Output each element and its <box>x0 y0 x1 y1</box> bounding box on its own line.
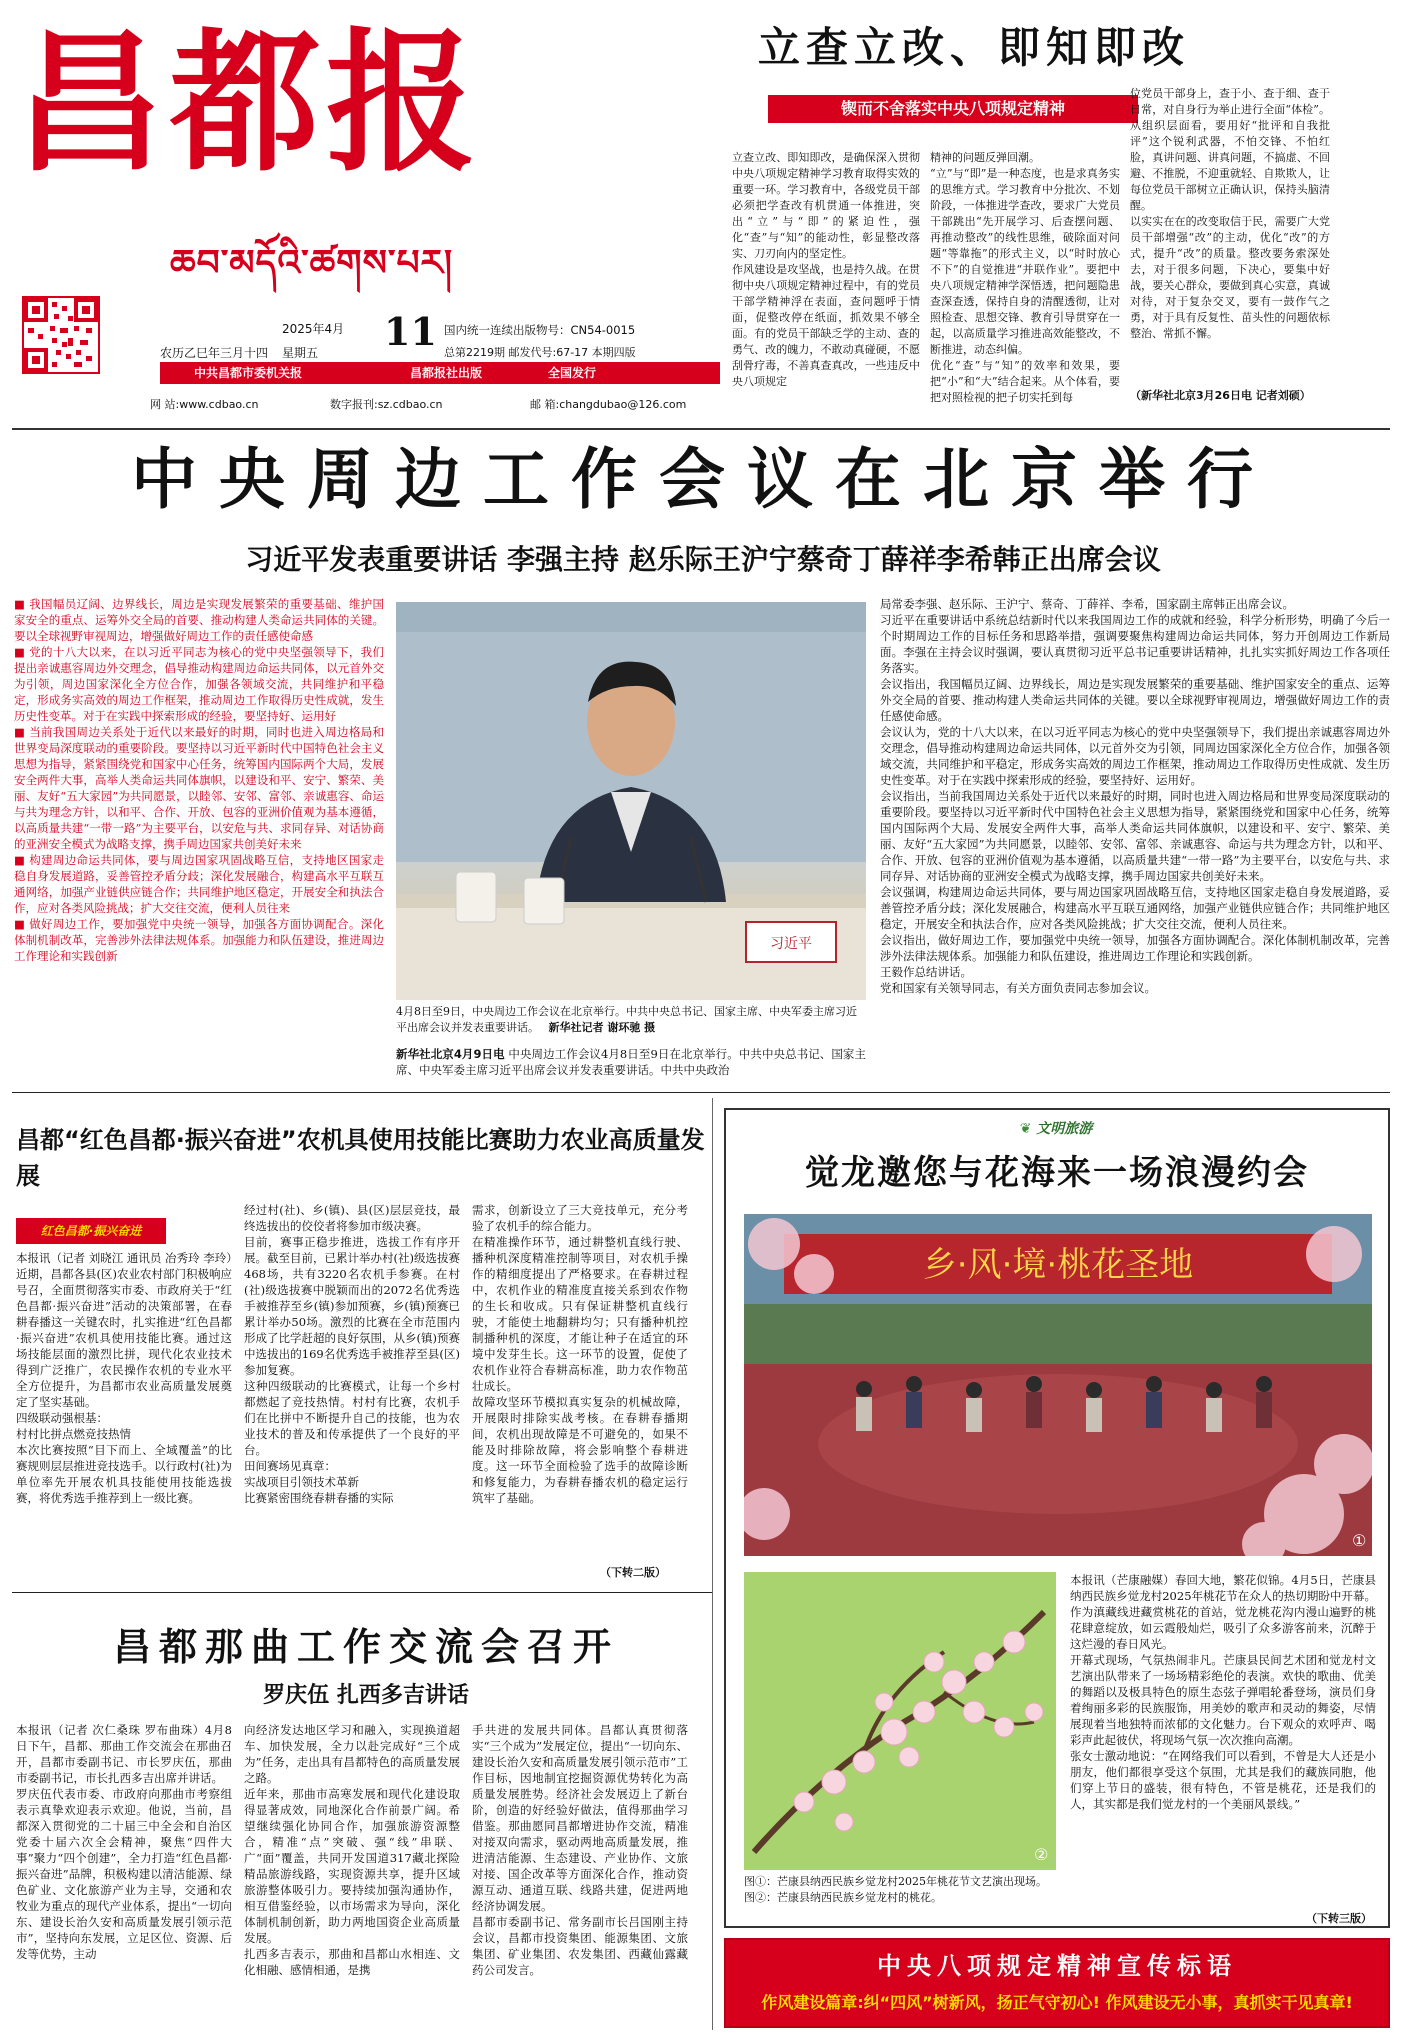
email-line: 邮 箱:changdubao@126.com <box>530 398 687 411</box>
lead-photo-credit: 新华社记者 谢环驰 摄 <box>548 1021 656 1034</box>
divider-vertical <box>712 1098 713 2030</box>
divider-mid <box>12 1092 1390 1093</box>
farm-col-1: 本报讯（记者 刘晓江 通讯员 冶秀玲 李玲）近期，昌都各县(区)农业农村部门积极响应号召，全面贯彻落实市委、市政府关于“红色昌都·振兴奋进”活动的决策部署，在春耕春播这一关键农时，扎实推进“红色昌都·振兴奋进”农机具使用技能比赛。通过这场技能层面的激烈比拼，现代化农业技术得到广泛推广，农民操作农机的专业水平全方位提升，为昌都市农业高质量发展奠定了坚实基础。 四级联动强根基： 村村比拼点燃竞技热情 本次比赛按照“目下而上、全域覆盖”的比赛规则层层推进竞技选手。以行政村(社)为单位率先开展农机具技能使用技能选拔赛，将优秀选手推荐到上一级比赛。 <box>16 1251 232 1505</box>
lead-headline: 中央周边工作会议在北京举行 <box>131 441 1275 518</box>
commentary-source: （新华社北京3月26日电 记者刘硕） <box>1130 389 1311 402</box>
nagqu-col-1: 本报讯（记者 次仁桑珠 罗布曲珠）4月8日下午，昌都、那曲工作交流会在那曲召开，昌都市委副书记、市长罗庆伍，那曲市委副书记，市长扎西多吉出席并讲话。 罗庆伍代表市委、市政府向那曲市考察组表示真挚欢迎表示欢迎。他说，当前，昌都深入贯彻党的二十届三中全会和自治区党委十届六次全会精神，聚焦“四件大事”聚力“四个创建”，全力打造“红色昌都·振兴奋进”品牌，积极构建以清洁能源、绿色矿业、文化旅游产业为主导，交通和农牧业为重点的现代产业体系，提出“一切向东、建设长治久安和高质量发展引领示范市”，坚持向东发展，立足区位、资源、后发等优势，主动 <box>16 1723 232 1961</box>
lead-photo-caption-text: 4月8日至9日，中央周边工作会议在北京举行。中共中央总书记、国家主席、中央军委主席习近平出席会议并发表重要讲话。 <box>396 1005 857 1034</box>
leaf-icon: ❦ <box>1019 1121 1037 1137</box>
publisher-3: 全国发行 <box>548 366 597 380</box>
lead-right-column: 局常委李强、赵乐际、王沪宁、蔡奇、丁薛祥、李希，国家副主席韩正出席会议。 习近平在重要讲话中系统总结新时代以来我国周边工作的成就和经验，科学分析形势，明确了今后一个时期周边工作的目标任务和思路举措，强调要聚焦构建周边命运共同体，努力开创周边工作新局面。李强在主持会议时强调，要认真贯彻习近平总书记重要讲话精神，扎扎实实抓好周边工作各项任务落实。 会议指出，我国幅员辽阔、边界线长，周边是实现发展繁荣的重要基础、维护国家安全的重点、运筹外交全局的首要、推动构建人类命运共同体的关键。要以全球视野审视周边，增强做好周边工作的责任感使命感。 会议认为，党的十八大以来，在以习近平同志为核心的党中央坚强领导下，我们提出亲诚惠容周边外交理念，倡导推动构建周边命运共同体，以元首外交为引领，同周边国家深化全方位合作，加强各领域交流，共同维护和平稳定，形成务实高效的周边工作框架，推动周边工作取得历史性成就、发生历史性变革。对于在实践中探索形成的经验，要坚持好、运用好。 会议指出，当前我国周边关系处于近代以来最好的时期，同时也进入周边格局和世界变局深度联动的重要阶段。要坚持以习近平新时代中国特色社会主义思想为指导，紧紧围绕党和国家中心任务，统筹国内国际两个大局、发展安全两件大事，高举人类命运共同体旗帜，以建设和平、安宁、繁荣、美丽、友好“五大家园”为共同愿景，以睦邻、安邻、富邻、亲诚惠容、命运与共为理念方针，以和平、合作、开放、包容的亚洲价值观为基本遵循，以高质量共建“一带一路”为主要平台，以安危与共、求同存异、对话协商的亚洲安全模式为战略支撑，携手周边国家共创美好未来。 会议强调，构建周边命运共同体，要与周边国家巩固战略互信，支持地区国家走稳自身发展道路，妥善管控矛盾分歧；深化发展融合，构建高水平互联互通网络，加强产业链供应链合作；共同维护地区稳定，开展安全和执法合作，应对各类风险挑战；扩大交往交流，便利人员往来。 会议指出，做好周边工作，要加强党中央统一领导，加强各方面协调配合。深化体制机制改革，完善涉外法律法规体系。加强能力和队伍建设，推进周边工作理论和实践创新。 王毅作总结讲话。 党和国家有关领导同志，有关方面负责同志参加会议。 <box>880 597 1390 995</box>
lead-middle-body: 中央周边工作会议4月8日至9日在北京举行。中共中央总书记、国家主席、中央军委主席习近平出席会议并发表重要讲话。中共中央政治 <box>396 1047 866 1077</box>
qr-code <box>22 296 100 374</box>
commentary-section <box>728 0 1402 425</box>
tourism-tag <box>976 1116 1136 1142</box>
commentary-kicker: 锲而不舍落实中央八项规定精神 <box>768 95 1138 123</box>
farm-col-3: 需求，创新设立了三大竞技单元，充分考验了农机手的综合能力。 在精准操作环节，通过耕整机直线行驶、播种机深度精准控制等项目，对农机手操作的精细度提出了严格要求。在春耕过程中，农机作业的精准度直接关系到农作物的生长和收成。只有保证耕整机直线行驶，才能使土地翻耕均匀；只有播种机控制播种机的深度，才能让种子在适宜的环境中发芽生长。这一环节的设置，促使了农机作业符合春耕高标准，助力农作物茁壮成长。 故障攻坚环节模拟真实复杂的机械故障，开展限时排除实战考核。在春耕春播期间，农机出现故障是不可避免的，如果不能及时排除故障，将会影响整个春耕进度。这一环节全面检验了选手的故障诊断和修复能力，为春耕春播农机的稳定运行筑牢了基础。 <box>472 1203 688 1505</box>
tourism-caption-2: 图②：芒康县纳西民族乡觉龙村的桃花。 <box>744 1891 942 1904</box>
publisher-bar <box>160 362 720 384</box>
festival-performance-photo <box>744 1214 1372 1556</box>
lead-point-2: ■ 党的十八大以来，在以习近平同志为核心的党中央坚强领导下，我们提出亲诚惠容周边外交理念，倡导推动构建周边命运共同体，以元首外交为引领，周边国家深化全方位合作，加强各领域交流，共同维护和平稳定，形成务实高效的周边工作框架，推动周边工作取得历史性成就，发生历史性变革。对于在实践中探索形成的经验，要坚持好、运用好 <box>14 644 384 724</box>
leader-speaking-photo <box>396 602 866 1000</box>
farm-headline: 昌都“红色昌都·振兴奋进”农机具使用技能比赛助力农业高质量发展 <box>16 1126 705 1190</box>
lead-photo <box>396 602 866 1000</box>
tourism-caption-1: 图①：芒康县纳西民族乡觉龙村2025年桃花节文艺演出现场。 <box>744 1875 1047 1888</box>
nagqu-col-2: 向经济发达地区学习和融入，实现换道超车、加快发展，全力以赴完成好“三个成为”任务，走出具有昌都特色的高质量发展之路。 近年来，那曲市高寒发展和现代化建设取得显著成效，同地深化合作前景广阔。希望继续强化协同合作，加强旅游资源整合，精准“点”突破、强“线”串联、广“面”覆盖，共同开发国道317藏北探险精品旅游线路，实现资源共享，提升区域旅游整体吸引力。要持续加强沟通协作，相互借鉴经验，以市场需求为导向，深化体制机制创新，助力两地国资企业高质量发展。 扎西多吉表示，那曲和昌都山水相连、文化相融、感情相通，是携 <box>244 1723 460 1977</box>
slogan-banner <box>724 1938 1390 2028</box>
publisher-2: 昌都报社出版 <box>410 366 483 380</box>
commentary-col-3: 位党员干部身上，查于小、查于细、查于日常，对自身行为举止进行全面“体检”。从组织层面看，要用好“批评和自我批评”这个锐利武器，不怕交锋、不怕红脸，真讲问题、讲真问题，不搞虚、不回避、不推脱，不迎重就轻、自欺欺人，让每位党员干部树立正确认识，保持头脑清醒。 以实实在在的改变取信于民，需要广大党员干部增强“改”的主动，优化“改”的方式，提升“改”的质量。整改要务索深处去，对于很多问题，下决心，要集中好战，要关心群众，要做到真心实意，真诚对待，对于复杂交叉，要有一鼓作气之勇，对于具有反复性、苗头性的问题依标整治、常抓不懈。 <box>1130 87 1330 340</box>
tourism-photo-2 <box>744 1572 1056 1870</box>
tourism-box <box>724 1108 1390 1928</box>
issue-weekday: 星期五 <box>282 346 319 360</box>
lead-subhead: 习近平发表重要讲话 李强主持 赵乐际王沪宁蔡奇丁薛祥李希韩正出席会议 <box>245 543 1161 576</box>
farm-col-2: 经过村(社)、乡(镇)、县(区)层层竞技，最终选拔出的佼佼者将参加市级决赛。 目前，赛事正稳步推进，选拔工作有序开展。截至目前，已累计举办村(社)级选拔赛468场，共有3220名农机手参赛。在村(社)级选拔赛中脱颖而出的2072名优秀选手被推荐至乡(镇)参加预赛，乡(镇)预赛已累计举办50场。激烈的比赛在全市范围内形成了比学赶超的良好氛围，从乡(镇)预赛中选拔出的169名优秀选手被推荐至县(区)参加复赛。 这种四级联动的比赛模式，让每一个乡村都燃起了竞技热情。村村有比赛，农机手们在比拼中不断提升自己的技能，也为农业技术的普及和传承提供了一个良好的平台。 田间赛场见真章： 实战项目引领技术革新 比赛紧密围绕春耕春播的实际 <box>244 1203 460 1505</box>
svg-text:习近平: 习近平 <box>770 936 812 952</box>
farm-continued: （下转二版） <box>600 1566 666 1579</box>
festival-banner-text: 乡·风·境·桃花圣地 <box>922 1245 1194 1285</box>
commentary-col-1: 立查立改、即知即改，是确保深入贯彻中央八项规定精神学习教育取得实效的重要一环。学习教育中，各级党员干部必须把学查改有机贯通一体推进，突出“立”与“即”的紧迫性，强化“查”与“知”的能动性，彰显整改落实、刀刃向内的坚定性。 作风建设是攻坚战，也是持久战。在贯彻中央八项规定精神过程中，有的党员干部学精神浮在表面，查问题呼于情面，促整改停在纸面，抓效果不够全面。有的党员干部缺乏学的主动、查的勇气、改的魄力，不敢动真碰硬，不愿刮骨疗毒，不善真查真改，一些违反中央八项规定 <box>732 151 920 388</box>
lead-point-1: ■ 我国幅员辽阔、边界线长，周边是实现发展繁荣的重要基础、维护国家安全的重点、运筹外交全局的首要、推动构建人类命运共同体的关键。要以全球视野审视周边，增强做好周边工作的责任感使命感 <box>14 596 384 644</box>
farm-tag: 红色昌都·振兴奋进 <box>16 1218 166 1244</box>
issue-date: 2025年4月 <box>282 322 345 336</box>
commentary-col-2: 精神的问题反弹回潮。 “立”与“即”是一种态度，也是求真务实的思维方式。学习教育中分批次、不划阶段，一体推进学查改，要求广大党员干部跳出“先开展学习、后查摆问题、再推动整改”的线性思维，破除面对问题“等靠拖”的形式主义，以“时时放心不下”的自觉推进“并联作业”。要把中央八项规定精神学深悟透，把问题隐患查深查透，保持自身的清醒透彻，让对照检查、思想交锋、教育引导贯穿在一起，以高质量学习推进高效能整改，不断推进，动态纠偏。 优化“查”与“知”的效率和效果，要把“小”和“大”结合起来。从个体看，要把对照检视的把子切实托到每 <box>930 151 1120 404</box>
lunar-date: 农历乙巳年三月十四 <box>160 346 269 360</box>
lead-photo-caption <box>396 1004 866 1036</box>
issue-number: 总第2219期 邮发代号:67-17 本期四版 <box>444 346 636 359</box>
tourism-caption <box>744 1874 1056 1906</box>
slogan-title: 中央八项规定精神宣传标语 <box>877 1952 1237 1980</box>
slogan-line: 作风建设篇章:纠“四风”树新风，扬正气守初心! 作风建设无小事，真抓实干见真章! <box>761 1993 1353 2012</box>
divider-farm <box>12 1592 712 1593</box>
masthead-title: 昌都报 <box>14 13 483 193</box>
publisher-1: 中共昌都市委机关报 <box>194 366 303 380</box>
nagqu-headline: 昌都那曲工作交流会召开 <box>112 1625 619 1669</box>
commentary-title: 立查立改、即知即改 <box>758 23 1191 72</box>
lead-point-5: ■ 做好周边工作，要加强党中央统一领导，加强各方面协调配合。深化体制机制改革，完善涉外法律法规体系。加强能力和队伍建设，推进周边工作理论和实践创新 <box>14 916 384 964</box>
nagqu-subhead: 罗庆伍 扎西多吉讲话 <box>263 1682 469 1708</box>
lead-dateline: 新华社北京4月9日电 <box>396 1047 505 1061</box>
issue-day: 11 <box>384 309 437 354</box>
website-line: 网 站:www.cdbao.cn <box>150 398 259 411</box>
tourism-text: 本报讯（芒康融媒）春回大地，繁花似锦。4月5日，芒康县纳西民族乡觉龙村2025年桃花节在众人的热切期盼中开幕。作为滇藏线进藏赏桃花的首站，觉龙桃花沟内漫山遍野的桃花肆意绽放，如云霞般灿烂，吸引了众多游客前来，沉醉于这烂漫的春日风光。 开幕式现场，气氛热闹非凡。芒康县民间艺术团和觉龙村文艺演出队带来了一场场精彩绝伦的表演。欢快的歌曲、优美的舞蹈以及极具特色的原生态弦子弹唱轮番登场，演员们身着绚丽多彩的民族服饰，用美妙的歌声和灵动的舞姿，尽情展现着当地独特而浓郁的文化魅力。台下观众的欢呼声、喝彩声此起彼伏，将现场气氛一次次推向高潮。 张女士激动地说：“在网络我们可以看到，不曾是大人还是小朋友，他们都很享受这个氛围，尤其是我们的藏族同胞，他们穿上节日的盛装，很有特色，不管是桃花，还是我们的人，其实都是我们觉龙村的一个美丽风景线。” <box>1070 1573 1376 1811</box>
lead-point-4: ■ 构建周边命运共同体，要与周边国家巩固战略互信，支持地区国家走稳自身发展道路，妥善管控矛盾分歧；深化发展融合，构建高水平互联互通网络，加强产业链供应链合作；共同维护地区稳定，开展安全和执法合作，应对各类风险挑战；扩大交往交流，便利人员往来 <box>14 852 384 916</box>
masthead <box>0 0 740 432</box>
lead-left-column <box>14 596 384 1082</box>
tourism-headline: 觉龙邀您与花海来一场浪漫约会 <box>805 1153 1309 1193</box>
cn-number: 国内统一连续出版物号：CN54-0015 <box>444 323 636 337</box>
digital-line: 数字报刊:sz.cdbao.cn <box>330 398 443 411</box>
photo-2-mark: ② <box>1034 1845 1049 1864</box>
photo-1-mark: ① <box>1352 1531 1367 1550</box>
masthead-tibetan: ཆབ་མདོའི་ཚགས་པར། <box>170 242 453 284</box>
tourism-tag-label: 文明旅游 <box>1036 1121 1093 1137</box>
tourism-photo-1 <box>744 1214 1372 1556</box>
qr-code-icon <box>24 298 98 372</box>
tourism-continued: （下转三版） <box>1306 1912 1372 1925</box>
divider-top <box>12 428 1390 430</box>
lead-point-3: ■ 当前我国周边关系处于近代以来最好的时期，同时也进入周边格局和世界变局深度联动的重要阶段。要坚持以习近平新时代中国特色社会主义思想为指导，紧紧围绕党和国家中心任务，统筹国内国际两个大局，发展安全两件大事，高举人类命运共同体旗帜，以建设和平、安宁、繁荣、美丽、友好“五大家园”为共同愿景，以睦邻、安邻、富邻、亲诚惠容、命运与共为理念方针，以和平、合作、开放、包容的亚洲价值观为基本遵循，以高质量共建“一带一路”为主要平台，以安危与共、求同存异、对话协商的亚洲安全模式为战略支撑，携手周边国家共创美好未来 <box>14 724 384 852</box>
lead-middle-text <box>396 1046 866 1082</box>
nagqu-col-3: 手共进的发展共同体。昌都认真贯彻落实“三个成为”发展定位，提出“一切向东、建设长治久安和高质量发展引领示范市”工作目标，因地制宜挖掘资源优势转化为高质量发展胜势。经济社会发展迈上了新台阶，创造的好经验好做法，值得那曲学习借鉴。那曲愿同昌都增进协作交流，精准对接双向需求，驱动两地高质量发展，推进清洁能源、生态建设、产业协作、文旅对接、国企改革等方面深化合作，推动资源互动、通道互联、线路共建，促进两地经济协调发展。 昌都市委副书记、常务副市长吕国刚主持会议，昌都市投资集团、能源集团、文旅集团、矿业集团、农发集团、西藏仙露藏药公司发言。 <box>472 1723 688 1977</box>
peach-blossom-photo <box>744 1572 1056 1870</box>
